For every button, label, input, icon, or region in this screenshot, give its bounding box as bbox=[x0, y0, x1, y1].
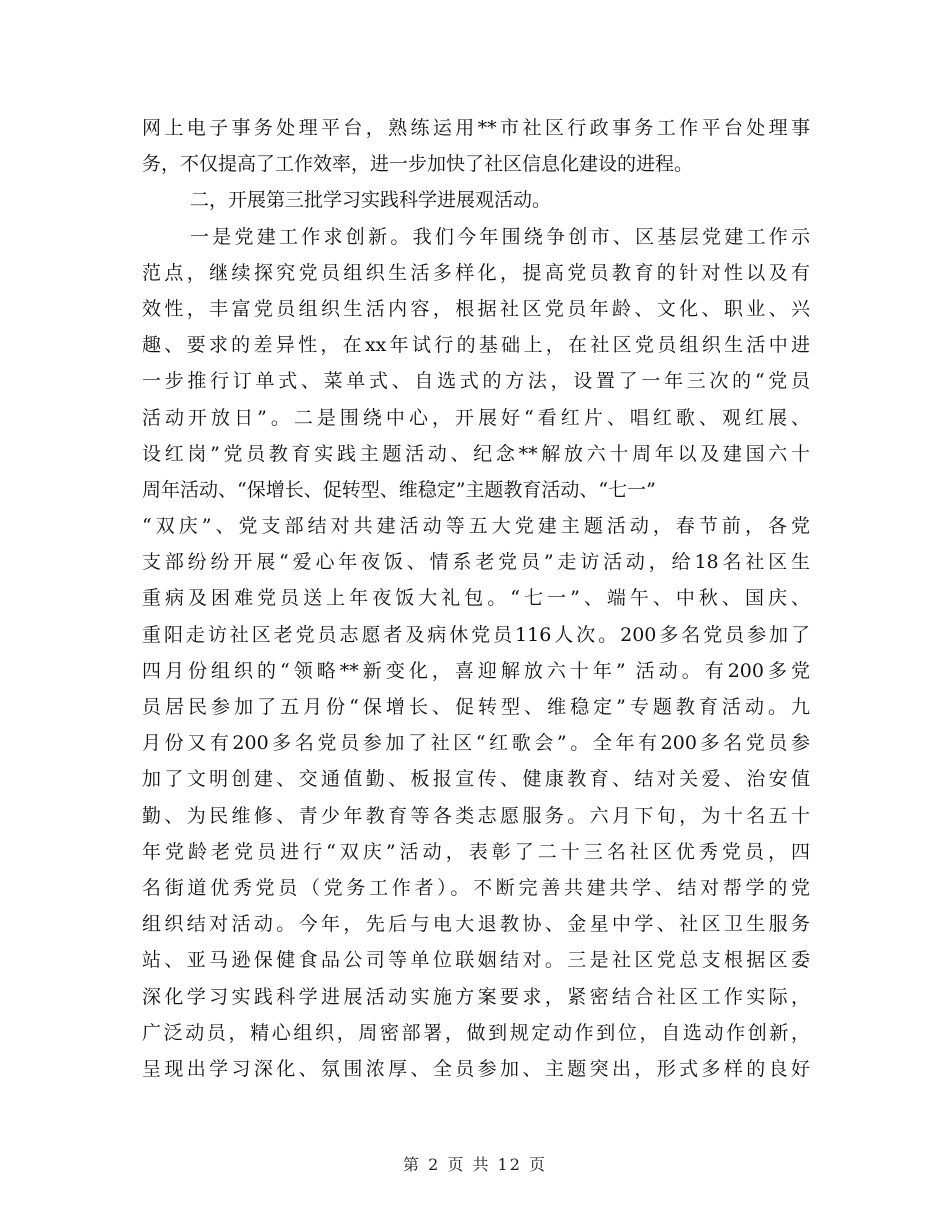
text-line: 重阳走访社区老党员志愿者及病休党员116人次。200多名党员参加了 bbox=[142, 623, 810, 646]
text-line: 年党龄老党员进行“双庆”活动，表彰了二十三名社区优秀党员，四 bbox=[142, 840, 810, 863]
text-line: 周年活动、“保增长、促转型、维稳定”主题教育活动、“七一” bbox=[142, 478, 656, 501]
text-line: 加了文明创建、交通值勤、板报宣传、健康教育、结对关爱、治安值 bbox=[142, 768, 810, 791]
text-line: 一步推行订单式、菜单式、自选式的方法，设置了一年三次的“党员 bbox=[142, 370, 810, 393]
text-line: 务，不仅提高了工作效率，进一步加快了社区信息化建设的进程。 bbox=[142, 153, 694, 176]
page-number-footer: 第 2 页 共 12 页 bbox=[403, 1155, 547, 1174]
text-line: 站、亚马逊保健食品公司等单位联姻结对。三是社区党总支根据区委 bbox=[142, 949, 810, 972]
text-line: “双庆”、党支部结对共建活动等五大党建主题活动，春节前，各党 bbox=[142, 515, 810, 538]
text-line: 月份又有200多名党员参加了社区“红歌会”。全年有200多名党员参 bbox=[142, 732, 810, 755]
text-line: 四月份组织的“领略**新变化，喜迎解放六十年” 活动。有200多党 bbox=[142, 659, 810, 682]
text-line: 支部纷纷开展“爱心年夜饭、情系老党员”走访活动，给18名社区生 bbox=[142, 551, 810, 574]
text-line: 呈现出学习深化、氛围浓厚、全员参加、主题突出，形式多样的良好 bbox=[142, 1057, 810, 1080]
section-heading: 二，开展第三批学习实践科学进展观活动。 bbox=[190, 189, 552, 212]
text-line: 活动开放日”。二是围绕中心，开展好“看红片、唱红歌、观红展、 bbox=[142, 406, 810, 429]
text-line: 范点，继续探究党员组织生活多样化，提高党员教育的针对性以及有 bbox=[142, 261, 810, 284]
text-line: 一是党建工作求创新。我们今年围绕争创市、区基层党建工作示 bbox=[190, 225, 810, 248]
text-line: 组织结对活动。今年，先后与电大退教协、金星中学、社区卫生服务 bbox=[142, 913, 810, 936]
text-line: 深化学习实践科学进展活动实施方案要求，紧密结合社区工作实际， bbox=[142, 985, 810, 1008]
text-line: 广泛动员，精心组织，周密部署，做到规定动作到位，自选动作创新， bbox=[142, 1021, 810, 1044]
text-line: 员居民参加了五月份“保增长、促转型、维稳定”专题教育活动。九 bbox=[142, 696, 810, 718]
text-line: 效性，丰富党员组织生活内容，根据社区党员年龄、文化、职业、兴 bbox=[142, 297, 810, 320]
text-line: 重病及困难党员送上年夜饭大礼包。“七一”、端午、中秋、国庆、 bbox=[142, 587, 810, 610]
text-line: 设红岗”党员教育实践主题活动、纪念**解放六十周年以及建国六十 bbox=[142, 442, 810, 465]
text-line: 趣、要求的差异性，在xx年试行的基础上，在社区党员组织生活中进 bbox=[142, 334, 810, 357]
text-line: 网上电子事务处理平台，熟练运用**市社区行政事务工作平台处理事 bbox=[142, 117, 810, 139]
text-line: 名街道优秀党员（党务工作者）。不断完善共建共学、结对帮学的党 bbox=[142, 876, 810, 899]
body-text bbox=[142, 110, 810, 1087]
text-line: 勤、为民维修、青少年教育等各类志愿服务。六月下旬，为十名五十 bbox=[142, 804, 810, 827]
